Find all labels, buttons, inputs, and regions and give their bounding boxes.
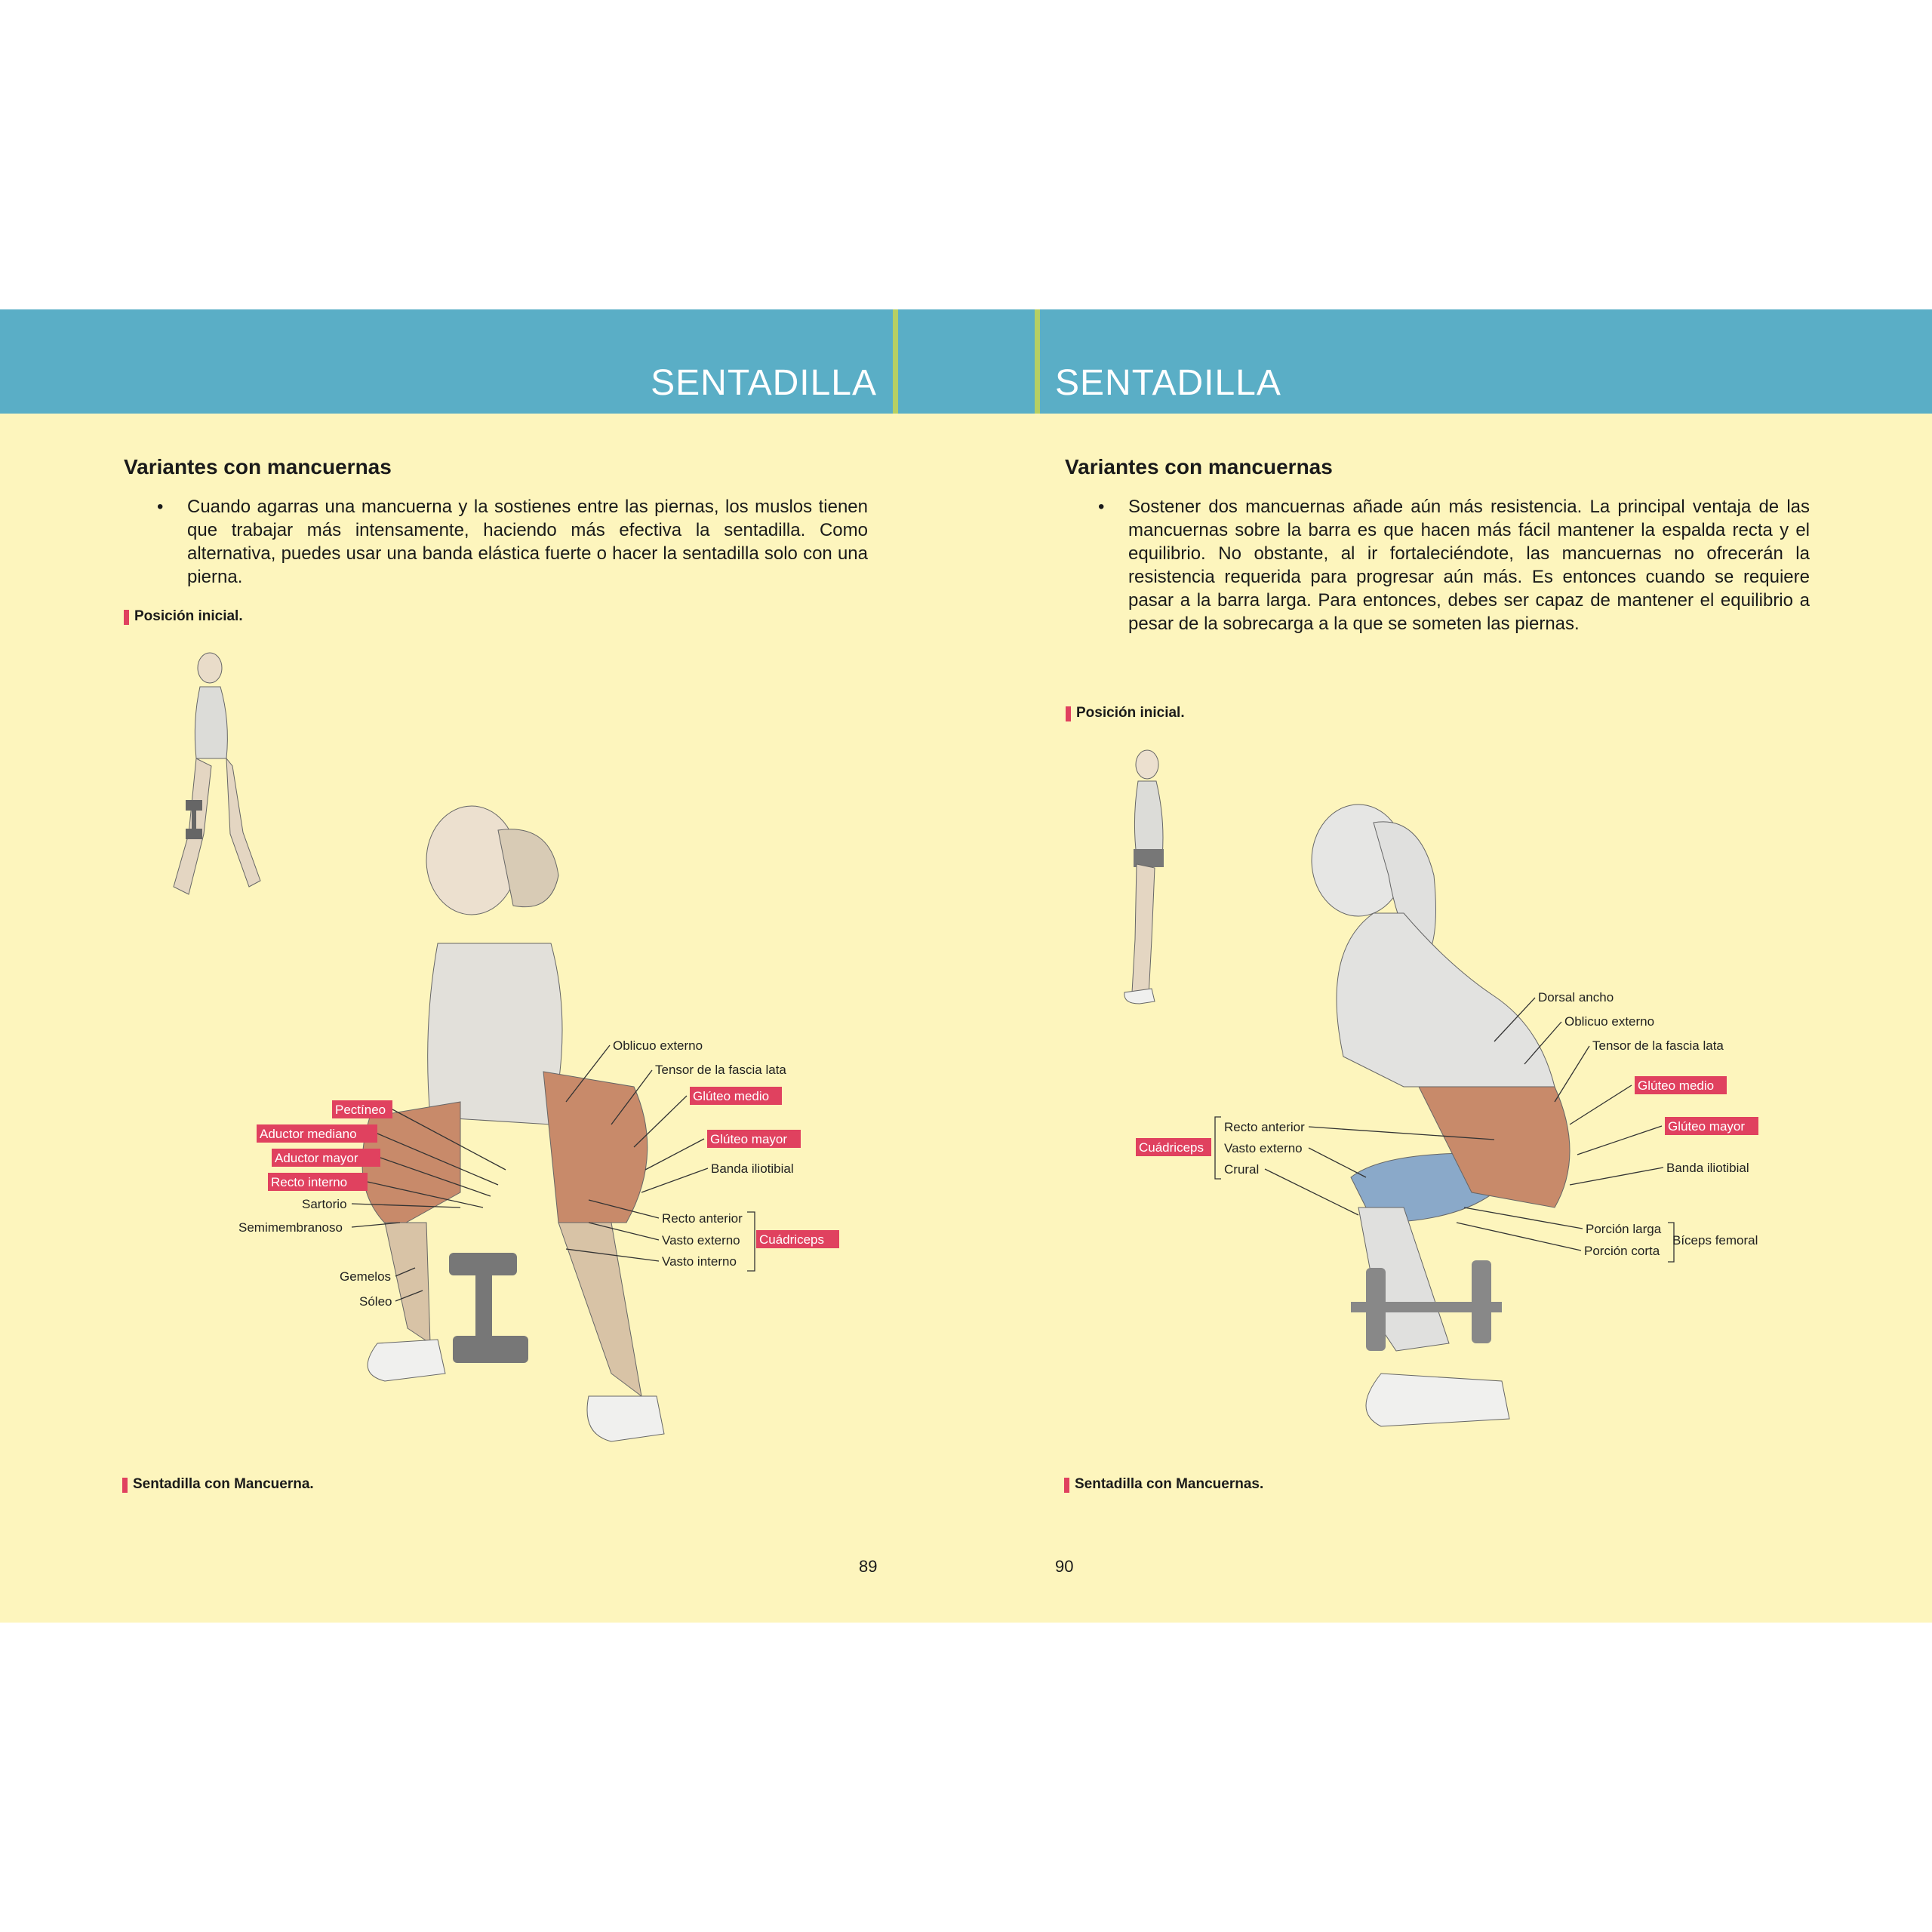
label-recto-anterior: Recto anterior xyxy=(662,1211,743,1226)
left-caption-main: Sentadilla con Mancuerna. xyxy=(122,1476,314,1493)
label-oblicuo-externo: Oblicuo externo xyxy=(613,1038,703,1053)
label-vasto-interno: Vasto interno xyxy=(662,1254,737,1269)
header-divider-right xyxy=(1035,309,1040,414)
figure-head xyxy=(426,806,517,915)
label-banda-iliotibial: Banda iliotibial xyxy=(711,1161,794,1176)
section-title-right: SENTADILLA xyxy=(1055,363,1281,403)
label-sartorio: Sartorio xyxy=(302,1197,347,1211)
label-recto-interno: Recto interno xyxy=(271,1175,348,1189)
left-heading: Variantes con mancuernas xyxy=(124,455,392,478)
label-porcion-corta: Porción corta xyxy=(1584,1244,1660,1258)
right-heading: Variantes con mancuernas xyxy=(1065,455,1333,478)
label-tensor-fascia-lata-right: Tensor de la fascia lata xyxy=(1592,1038,1724,1053)
label-vasto-externo: Vasto externo xyxy=(662,1233,740,1247)
label-recto-anterior-right: Recto anterior xyxy=(1224,1120,1305,1134)
label-gemelos: Gemelos xyxy=(340,1269,392,1284)
label-aductor-mediano: Aductor mediano xyxy=(260,1127,357,1141)
label-gluteo-mayor: Glúteo mayor xyxy=(710,1132,788,1146)
label-biceps-femoral: Bíceps femoral xyxy=(1672,1233,1758,1247)
label-cuadriceps-left: Cuádriceps xyxy=(759,1232,824,1247)
label-aductor-mayor: Aductor mayor xyxy=(275,1151,358,1165)
label-crural: Crural xyxy=(1224,1162,1260,1177)
squat-two-dumbbells-illustration xyxy=(1132,800,1796,1479)
header-band-center xyxy=(894,309,1040,414)
right-bullet: • Sostener dos mancuernas añade aún más resistencia. La principal ventaja de las mancuernas sobre la barra es que hacen más fácil mantener la espalda recta y el equilibrio. No obstante, al ir fortaleciéndote, las mancuernas no ofrecerán la resistencia requerida para progresar aún más. Es entonces cuando se requiere pasar a la barra larga. Para entonces, debes ser capaz de mantener el equilibrio a pesar de la sobrecarga a la que se someten las piernas. xyxy=(1128,495,1810,635)
label-pectineo: Pectíneo xyxy=(335,1103,386,1117)
right-caption-start: Posición inicial. xyxy=(1066,705,1185,721)
label-soleo: Sóleo xyxy=(359,1294,392,1309)
section-title-left: SENTADILLA xyxy=(651,363,877,403)
label-gluteo-medio: Glúteo medio xyxy=(693,1089,770,1103)
label-gluteo-mayor-right: Glúteo mayor xyxy=(1668,1119,1746,1134)
page-number-left: 89 xyxy=(859,1557,878,1576)
left-caption-start: Posición inicial. xyxy=(124,608,243,625)
label-gluteo-medio-right: Glúteo medio xyxy=(1638,1078,1715,1093)
squat-dumbbell-illustration xyxy=(234,800,853,1494)
figure-right-thigh xyxy=(543,1072,648,1223)
label-dorsal-ancho: Dorsal ancho xyxy=(1538,990,1614,1004)
left-bullet: • Cuando agarras una mancuerna y la sostienes entre las piernas, los muslos tienen que trabajar más intensamente, haciendo más efectiva la sentadilla. Como alternativa, puedes usar una banda elástica fuerte o hacer la sentadilla solo con una pierna. xyxy=(187,495,868,589)
label-cuadriceps-right: Cuádriceps xyxy=(1139,1140,1204,1155)
label-tensor-fascia-lata: Tensor de la fascia lata xyxy=(655,1063,786,1077)
figure-torso xyxy=(428,943,562,1124)
label-porcion-larga: Porción larga xyxy=(1586,1222,1662,1236)
label-banda-iliotibial-right: Banda iliotibial xyxy=(1666,1161,1749,1175)
page-number-right: 90 xyxy=(1055,1557,1074,1576)
label-semimembranoso: Semimembranoso xyxy=(238,1220,343,1235)
right-caption-main: Sentadilla con Mancuernas. xyxy=(1064,1476,1263,1493)
label-oblicuo-externo-right: Oblicuo externo xyxy=(1564,1014,1655,1029)
header-divider-left xyxy=(893,309,898,414)
label-vasto-externo-right: Vasto externo xyxy=(1224,1141,1303,1155)
